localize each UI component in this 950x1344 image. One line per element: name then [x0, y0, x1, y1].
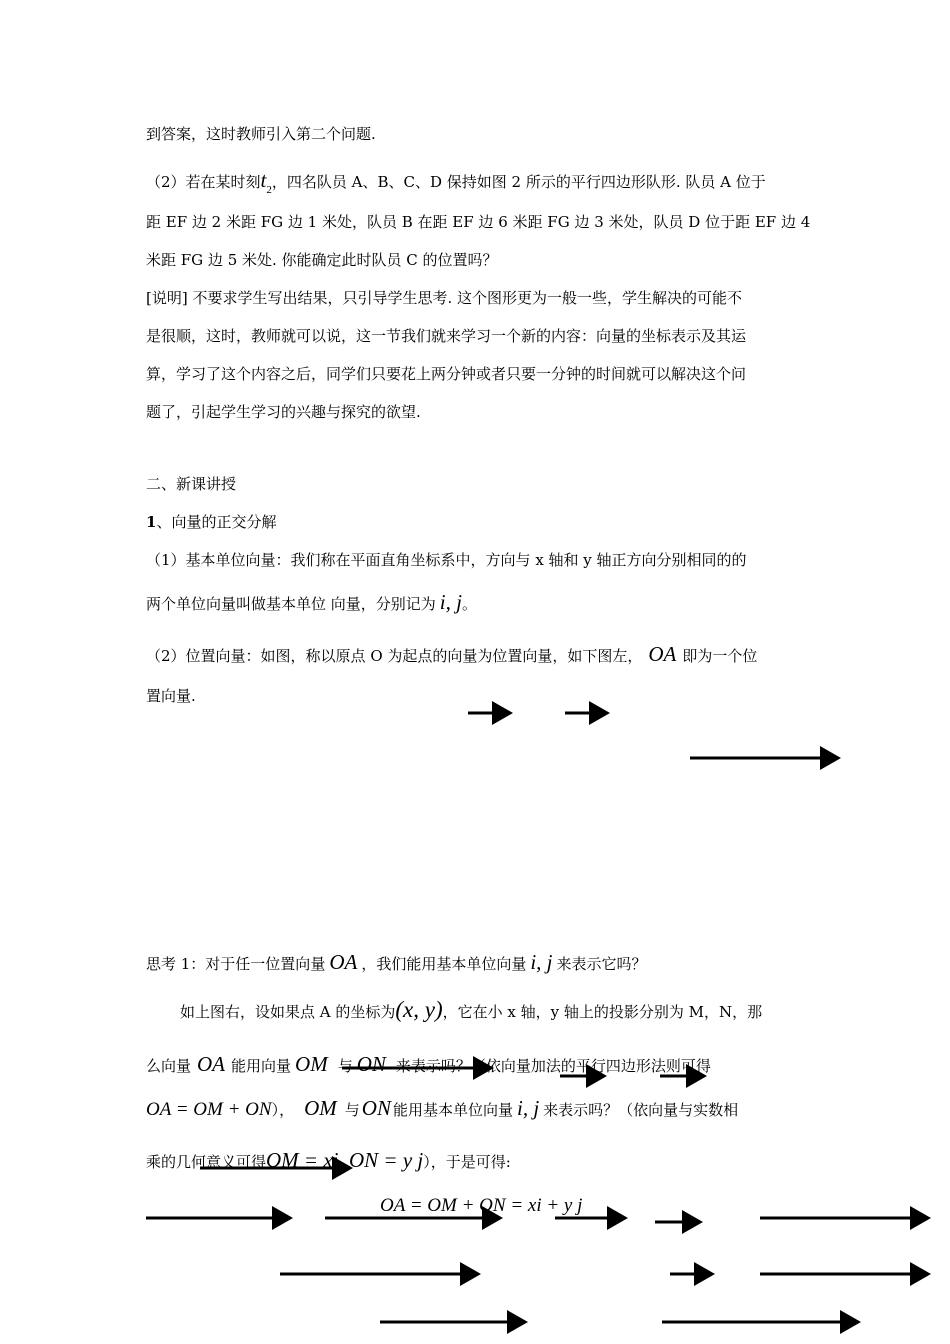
math-ij: i, j [439, 590, 462, 614]
text-span: （2）若在某时刻 [146, 173, 261, 191]
text-span: 两个单位向量叫做基本单位 向量，分别记为 [146, 595, 436, 613]
text-line: （1）基本单位向量：我们称在平面直角坐标系中，方向与 x 轴和 y 轴正方向分别相同的的 [146, 551, 747, 569]
text-span: 能用基本单位向量 [392, 1101, 513, 1119]
text-span: 能用向量 [231, 1057, 292, 1075]
text-line: 米距 FG 边 5 米处. 你能确定此时队员 C 的位置吗？ [146, 251, 498, 269]
math-oa-eq: OA = OM + ON [146, 1099, 272, 1120]
text-line [146, 644, 757, 666]
text-span: （2）位置向量：如图，称以原点 O 为起点的向量为位置向量，如下图左， [146, 647, 643, 665]
math-oa: OA [648, 642, 677, 666]
text-span: ），于是可得: [423, 1153, 511, 1171]
math-om: OM [295, 1052, 328, 1076]
formula-centered [380, 1196, 582, 1216]
text-span: 么向量 [146, 1057, 192, 1075]
text-line [146, 1150, 511, 1172]
math-ij: i, j [516, 1096, 540, 1120]
text-line [180, 997, 763, 1022]
text-span: ）， [271, 1101, 295, 1119]
text-line: 到答案，这时教师引入第二个问题. [146, 125, 376, 143]
text-span: 。 [461, 595, 477, 613]
text-span: 来表示吗？（依向量加法的平行四边形法则可得 [395, 1057, 711, 1075]
math-oa: OA [197, 1052, 226, 1076]
text-line [146, 1098, 738, 1120]
text-span: 来表示吗？（依向量与实数相 [543, 1101, 739, 1119]
math-om: OM [304, 1096, 337, 1120]
text-line: [说明] 不要求学生写出结果，只引导学生思考. 这个图形更为一般一些，学生解决的可能不 [146, 289, 743, 307]
text-span: ，我们能用基本单位向量 [361, 955, 527, 973]
section-heading: 二、新课讲授 [146, 475, 237, 493]
text-span: 如上图右，设如果点 A 的坐标为 [180, 1003, 396, 1021]
text-line: 距 EF 边 2 米距 FG 边 1 米处，队员 B 在距 EF 边 6 米距 FG 边 3 米处，队员 D 位于距 EF 边 4 [146, 213, 811, 231]
math-on: ON [361, 1096, 391, 1120]
text-span: 乘的几何意义可得 [146, 1153, 267, 1171]
heading-text: 、向量的正交分解 [156, 513, 277, 531]
text-line [146, 952, 647, 974]
text-span: 即为一个位 [682, 647, 758, 665]
math-xy: (x, y) [395, 997, 443, 1022]
text-span: 与 [344, 1101, 360, 1119]
text-line [146, 592, 477, 614]
math-oa: OA [329, 950, 358, 974]
text-line [146, 170, 766, 200]
text-line: 置向量. [146, 687, 196, 705]
text-span: ，四名队员 A、B、C、D 保持如图 2 所示的平行四边形队形. 队员 A 位于 [271, 173, 766, 191]
text-line: 算，学习了这个内容之后，同学们只要花上两分钟或者只要一分钟的时间就可以解决这个问 [146, 365, 747, 383]
text-span: ，它在小 x 轴，y 轴上的投影分别为 M，N，那 [442, 1003, 763, 1021]
math-on: ON [356, 1052, 386, 1076]
math-t2: $t_2$ [260, 168, 272, 196]
text-span: 与 [337, 1057, 353, 1075]
subsection-heading [146, 512, 276, 532]
heading-number: 1 [146, 513, 157, 531]
formula: OA = OM + ON = xi + y j [380, 1195, 583, 1216]
text-line [146, 1054, 711, 1076]
math-ij: i, j [530, 950, 553, 974]
text-span: 思考 1：对于任一位置向量 [146, 955, 326, 973]
text-line: 是很顺，这时，教师就可以说，这一节我们就来学习一个新的内容：向量的坐标表示及其运 [146, 327, 747, 345]
math-om-on: OM = xi, ON = y j [266, 1148, 424, 1172]
text-span: 来表示它吗？ [556, 955, 647, 973]
text-line: 题了，引起学生学习的兴趣与探究的欲望. [146, 403, 421, 421]
